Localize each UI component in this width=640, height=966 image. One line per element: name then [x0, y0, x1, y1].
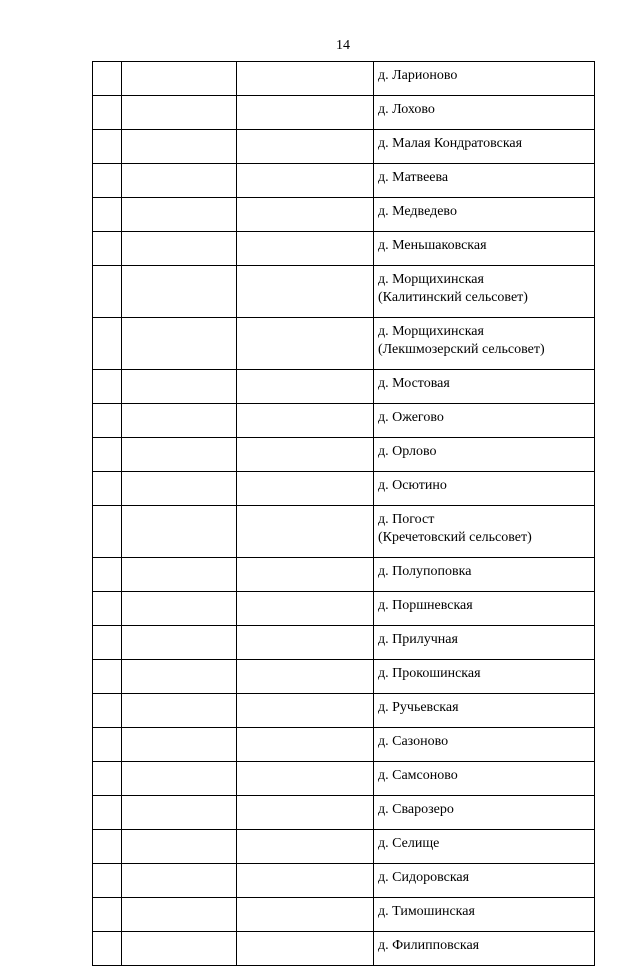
empty-cell	[237, 96, 374, 130]
table-row	[93, 232, 595, 266]
number-cell	[93, 864, 122, 898]
settlement-name-cell	[374, 660, 595, 694]
empty-cell	[122, 62, 237, 96]
empty-cell	[122, 660, 237, 694]
table-row	[93, 558, 595, 592]
table-row	[93, 762, 595, 796]
settlement-name: д. Сварозеро	[378, 802, 454, 817]
empty-cell	[237, 762, 374, 796]
table-row	[93, 438, 595, 472]
settlement-name: д. Ручьевская	[378, 700, 459, 715]
settlement-name-cell	[374, 728, 595, 762]
settlement-name-cell	[374, 130, 595, 164]
empty-cell	[237, 198, 374, 232]
table-row	[93, 370, 595, 404]
number-cell	[93, 592, 122, 626]
table-row	[93, 932, 595, 966]
empty-cell	[122, 472, 237, 506]
settlement-council: (Калитинский сельсовет)	[378, 290, 528, 305]
number-cell	[93, 318, 122, 370]
number-cell	[93, 130, 122, 164]
empty-cell	[122, 762, 237, 796]
settlement-name-cell	[374, 370, 595, 404]
settlement-name-cell	[374, 864, 595, 898]
settlement-council: (Кречетовский сельсовет)	[378, 530, 532, 545]
empty-cell	[237, 62, 374, 96]
empty-cell	[237, 864, 374, 898]
empty-cell	[237, 830, 374, 864]
table-row	[93, 62, 595, 96]
empty-cell	[122, 864, 237, 898]
settlement-name-cell	[374, 164, 595, 198]
number-cell	[93, 898, 122, 932]
empty-cell	[122, 728, 237, 762]
empty-cell	[122, 898, 237, 932]
empty-cell	[122, 198, 237, 232]
number-cell	[93, 830, 122, 864]
empty-cell	[122, 96, 237, 130]
empty-cell	[237, 558, 374, 592]
empty-cell	[122, 626, 237, 660]
settlement-name: д. Полупоповка	[378, 564, 472, 579]
settlement-name: д. Осютино	[378, 478, 447, 493]
table-row	[93, 660, 595, 694]
number-cell	[93, 694, 122, 728]
settlement-name: д. Филипповская	[378, 938, 480, 953]
empty-cell	[237, 506, 374, 558]
settlement-name: д. Прилучная	[378, 632, 458, 647]
empty-cell	[237, 694, 374, 728]
table-row	[93, 626, 595, 660]
settlement-name: д. Орлово	[378, 444, 437, 459]
settlement-name-cell	[374, 830, 595, 864]
number-cell	[93, 762, 122, 796]
table-row	[93, 830, 595, 864]
settlement-name: д. Медведево	[378, 204, 457, 219]
table-row	[93, 592, 595, 626]
empty-cell	[122, 932, 237, 966]
empty-cell	[122, 130, 237, 164]
empty-cell	[122, 830, 237, 864]
empty-cell	[122, 164, 237, 198]
empty-cell	[237, 626, 374, 660]
empty-cell	[122, 318, 237, 370]
empty-cell	[237, 898, 374, 932]
number-cell	[93, 404, 122, 438]
empty-cell	[237, 438, 374, 472]
settlement-name: д. Морщихинская	[378, 324, 484, 339]
settlement-name: д. Матвеева	[378, 170, 449, 185]
empty-cell	[122, 232, 237, 266]
number-cell	[93, 370, 122, 404]
table-row	[93, 694, 595, 728]
number-cell	[93, 164, 122, 198]
table-row	[93, 164, 595, 198]
empty-cell	[237, 130, 374, 164]
settlement-name-cell	[374, 898, 595, 932]
empty-cell	[122, 404, 237, 438]
empty-cell	[122, 694, 237, 728]
settlement-name: д. Прокошинская	[378, 666, 481, 681]
empty-cell	[237, 164, 374, 198]
settlement-name: д. Ларионово	[378, 68, 458, 83]
settlement-name-cell	[374, 62, 595, 96]
number-cell	[93, 626, 122, 660]
empty-cell	[122, 438, 237, 472]
number-cell	[93, 472, 122, 506]
settlement-name: д. Погост	[378, 512, 435, 527]
settlement-name: д. Селище	[378, 836, 440, 851]
settlement-name-cell	[374, 506, 595, 558]
empty-cell	[122, 796, 237, 830]
settlement-name: д. Тимошинская	[378, 904, 475, 919]
empty-cell	[237, 318, 374, 370]
empty-cell	[122, 558, 237, 592]
empty-cell	[122, 506, 237, 558]
settlements-table	[92, 61, 595, 966]
empty-cell	[237, 472, 374, 506]
settlement-name-cell	[374, 694, 595, 728]
settlement-name-cell	[374, 592, 595, 626]
empty-cell	[122, 592, 237, 626]
number-cell	[93, 558, 122, 592]
settlement-name: д. Самсоново	[378, 768, 458, 783]
number-cell	[93, 660, 122, 694]
number-cell	[93, 232, 122, 266]
settlement-name-cell	[374, 762, 595, 796]
number-cell	[93, 198, 122, 232]
settlement-name-cell	[374, 472, 595, 506]
settlement-name-cell	[374, 438, 595, 472]
number-cell	[93, 932, 122, 966]
settlement-name-cell	[374, 558, 595, 592]
empty-cell	[237, 796, 374, 830]
settlement-name: д. Ожегово	[378, 410, 444, 425]
settlement-name: д. Лохово	[378, 102, 435, 117]
empty-cell	[122, 266, 237, 318]
empty-cell	[237, 266, 374, 318]
number-cell	[93, 438, 122, 472]
settlement-name: д. Меньшаковская	[378, 238, 487, 253]
table-row	[93, 506, 595, 558]
empty-cell	[237, 370, 374, 404]
empty-cell	[237, 232, 374, 266]
number-cell	[93, 796, 122, 830]
empty-cell	[122, 370, 237, 404]
empty-cell	[237, 404, 374, 438]
settlement-name-cell	[374, 232, 595, 266]
empty-cell	[237, 932, 374, 966]
table-row	[93, 130, 595, 164]
number-cell	[93, 62, 122, 96]
settlement-name-cell	[374, 404, 595, 438]
settlement-name-cell	[374, 796, 595, 830]
table-row	[93, 266, 595, 318]
settlement-name: д. Мостовая	[378, 376, 450, 391]
settlement-council: (Лекшмозерский сельсовет)	[378, 342, 545, 357]
settlement-name: д. Сидоровская	[378, 870, 470, 885]
empty-cell	[237, 660, 374, 694]
table-row	[93, 318, 595, 370]
settlement-name-cell	[374, 932, 595, 966]
settlement-name: д. Малая Кондратовская	[378, 136, 523, 151]
table-row	[93, 198, 595, 232]
table-body	[93, 62, 595, 966]
settlement-name: д. Поршневская	[378, 598, 473, 613]
settlement-name: д. Морщихинская	[378, 272, 484, 287]
number-cell	[93, 728, 122, 762]
number-cell	[93, 96, 122, 130]
table-row	[93, 796, 595, 830]
settlement-name-cell	[374, 198, 595, 232]
empty-cell	[237, 592, 374, 626]
number-cell	[93, 506, 122, 558]
table-row	[93, 404, 595, 438]
settlement-name-cell	[374, 266, 595, 318]
table-row	[93, 96, 595, 130]
number-cell	[93, 266, 122, 318]
settlement-name-cell	[374, 96, 595, 130]
table-row	[93, 728, 595, 762]
settlement-name-cell	[374, 626, 595, 660]
settlement-name: д. Сазоново	[378, 734, 449, 749]
table-row	[93, 898, 595, 932]
table-row	[93, 864, 595, 898]
table-row	[93, 472, 595, 506]
settlement-name-cell	[374, 318, 595, 370]
empty-cell	[237, 728, 374, 762]
page-number: 14	[336, 38, 350, 53]
